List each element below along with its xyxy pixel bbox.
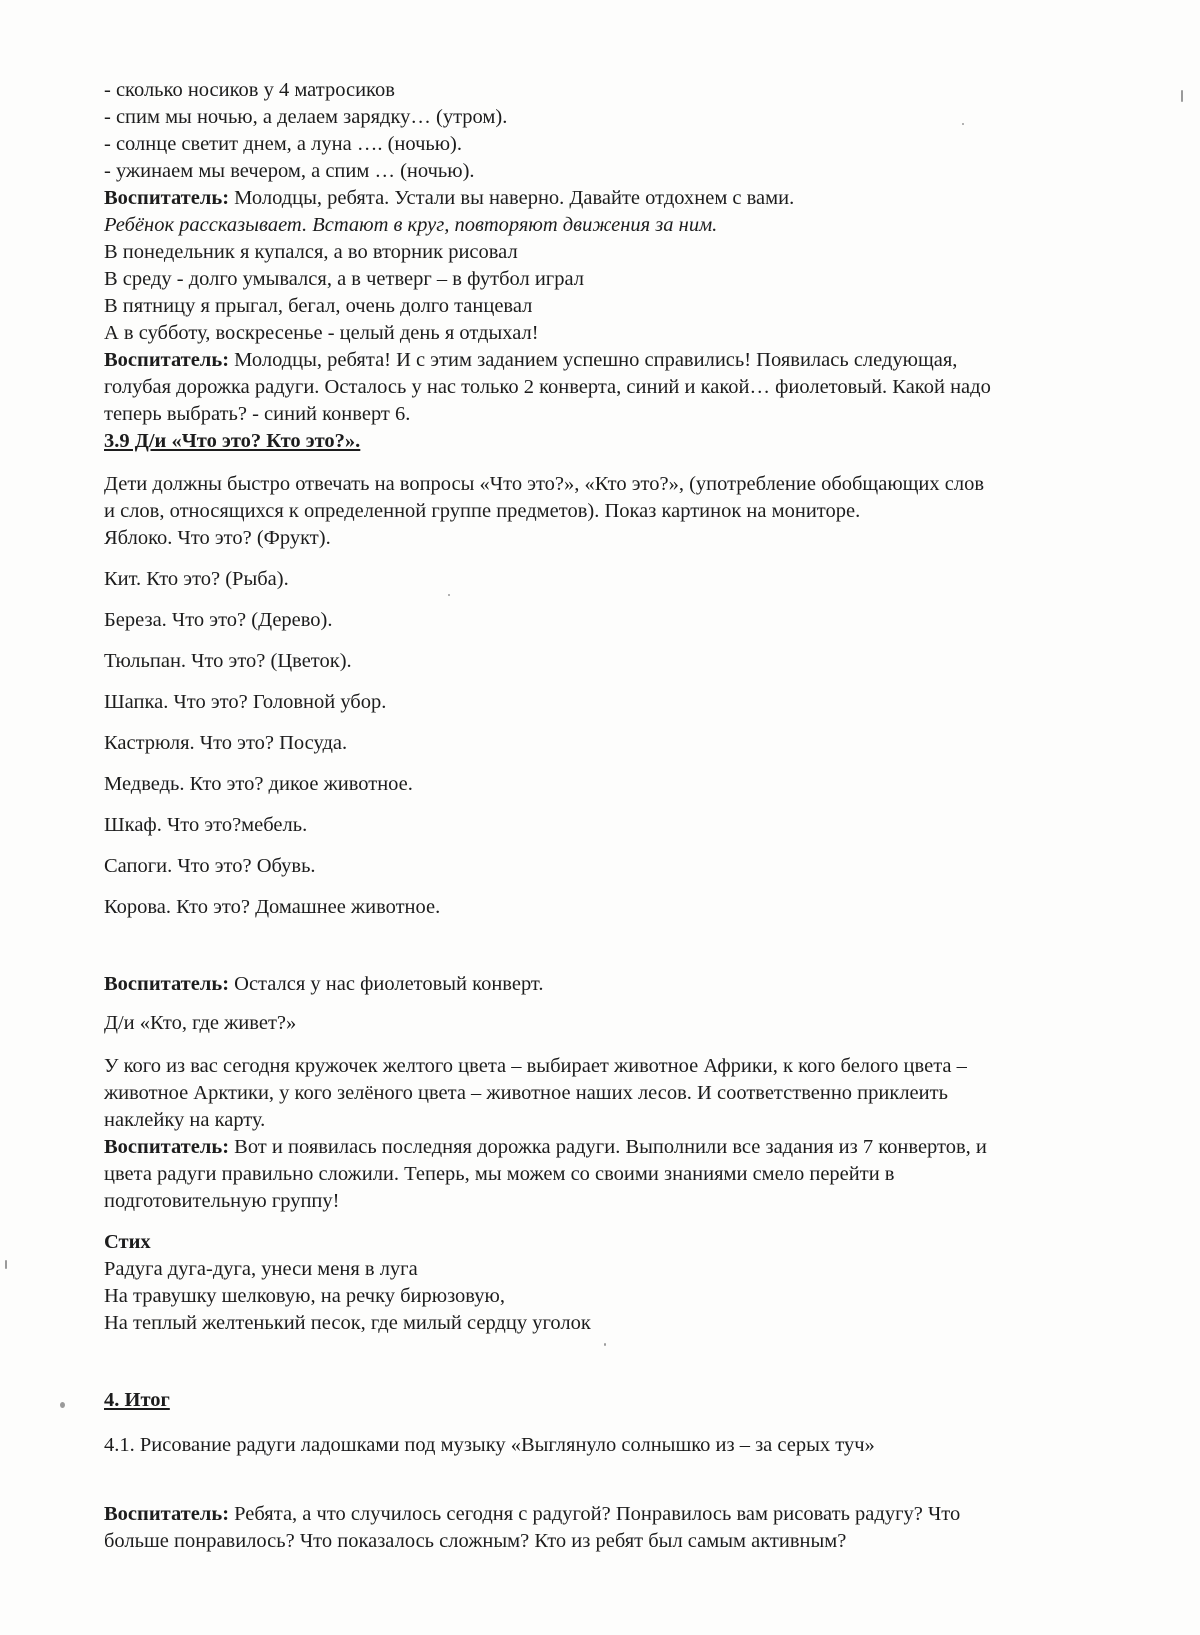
teacher-remark-4 [104, 1134, 1154, 1161]
speaker-label: Воспитатель: [104, 349, 230, 371]
game-description-line-3: Яблоко. Что это? (Фрукт). [104, 527, 331, 549]
qa-item: Корова. Кто это? Домашнее животное. [104, 896, 441, 918]
qa-item: Шапка. Что это? Головной убор. [104, 691, 387, 713]
scan-speck [60, 1402, 65, 1408]
section-heading-4: 4. Итог [104, 1389, 170, 1411]
teacher-remark-3 [104, 971, 1154, 998]
game2-description-line-3: наклейку на карту. [104, 1109, 266, 1131]
poem-line-4: А в субботу, воскресенье - целый день я отдыхал! [104, 322, 539, 344]
remark-text: Остался у нас фиолетовый конверт. [229, 973, 544, 995]
game2-description-line-2: животное Арктики, у кого зелёного цвета – животное наших лесов. И соответственно приклеить [104, 1082, 948, 1104]
stage-direction: Ребёнок рассказывает. Встают в круг, повторяют движения за ним. [104, 214, 718, 236]
verse-line-1: Радуга дуга-дуга, унеси меня в луга [104, 1258, 418, 1280]
game2-description-line-1: У кого из вас сегодня кружочек желтого цвета – выбирает животное Африки, к кого белого цвета – [104, 1055, 967, 1077]
document-page [104, 77, 1154, 1555]
teacher-remark-5 [104, 1501, 1154, 1528]
scan-speck [5, 1260, 7, 1269]
verse-title: Стих [104, 1231, 151, 1253]
teacher-remark-2-line-3: теперь выбрать? - синий конверт 6. [104, 403, 411, 425]
speaker-label: Воспитатель: [104, 187, 230, 209]
remark-text: Молодцы, ребята! И с этим заданием успешно справились! Появилась следующая, [229, 349, 958, 371]
item-4-1: 4.1. Рисование радуги ладошками под музыку «Выглянуло солнышко из – за серых туч» [104, 1434, 875, 1456]
scan-speck [962, 123, 964, 125]
teacher-remark-2-line-2: голубая дорожка радуги. Осталось у нас только 2 конверта, синий и какой… фиолетовый. Какой надо [104, 376, 991, 398]
scan-speck [1181, 90, 1183, 102]
remark-text: Вот и появилась последняя дорожка радуги. Выполнили все задания из 7 конвертов, и [229, 1136, 987, 1158]
teacher-remark-4-line-3: подготовительную группу! [104, 1190, 340, 1212]
verse-line-2: На травушку шелковую, на речку бирюзовую, [104, 1285, 505, 1307]
poem-line-3: В пятницу я прыгал, бегал, очень долго танцевал [104, 295, 533, 317]
game-description-line-2: и слов, относящихся к определенной группе предметов). Показ картинок на мониторе. [104, 500, 861, 522]
qa-item: Тюльпан. Что это? (Цветок). [104, 650, 352, 672]
qa-item: Сапоги. Что это? Обувь. [104, 855, 316, 877]
section-heading-3-9: 3.9 Д/и «Что это? Кто это?». [104, 430, 361, 452]
remark-text: Молодцы, ребята. Устали вы наверно. Давайте отдохнем с вами. [229, 187, 795, 209]
qa-item: Кит. Кто это? (Рыба). [104, 568, 289, 590]
question-line-1: - сколько носиков у 4 матросиков [104, 79, 395, 101]
game-title: Д/и «Кто, где живет?» [104, 1012, 297, 1034]
teacher-remark-4-line-2: цвета радуги правильно сложили. Теперь, мы можем со своими знаниями смело перейти в [104, 1163, 895, 1185]
speaker-label: Воспитатель: [104, 973, 230, 995]
scan-speck [604, 1343, 606, 1346]
question-line-3: - солнце светит днем, а луна …. (ночью). [104, 133, 463, 155]
speaker-label: Воспитатель: [104, 1136, 230, 1158]
qa-item: Медведь. Кто это? дикое животное. [104, 773, 413, 795]
qa-item: Шкаф. Что это?мебель. [104, 814, 308, 836]
question-line-2: - спим мы ночью, а делаем зарядку… (утром). [104, 106, 508, 128]
remark-text: Ребята, а что случилось сегодня с радугой? Понравилось вам рисовать радугу? Что [229, 1503, 961, 1525]
teacher-remark-1 [104, 185, 1154, 212]
speaker-label: Воспитатель: [104, 1503, 230, 1525]
teacher-remark-5-line-2: больше понравилось? Что показалось сложным? Кто из ребят был самым активным? [104, 1530, 847, 1552]
game-description-line-1: Дети должны быстро отвечать на вопросы «Что это?», «Кто это?», (употребление обобщающих слов [104, 473, 985, 495]
qa-item: Кастрюля. Что это? Посуда. [104, 732, 348, 754]
poem-line-2: В среду - долго умывался, а в четверг – в футбол играл [104, 268, 584, 290]
question-line-4: - ужинаем мы вечером, а спим … (ночью). [104, 160, 475, 182]
poem-line-1: В понедельник я купался, а во вторник рисовал [104, 241, 518, 263]
scan-speck [448, 594, 450, 596]
qa-item: Береза. Что это? (Дерево). [104, 609, 333, 631]
verse-line-3: На теплый желтенький песок, где милый сердцу уголок [104, 1312, 591, 1334]
teacher-remark-2 [104, 347, 1154, 374]
